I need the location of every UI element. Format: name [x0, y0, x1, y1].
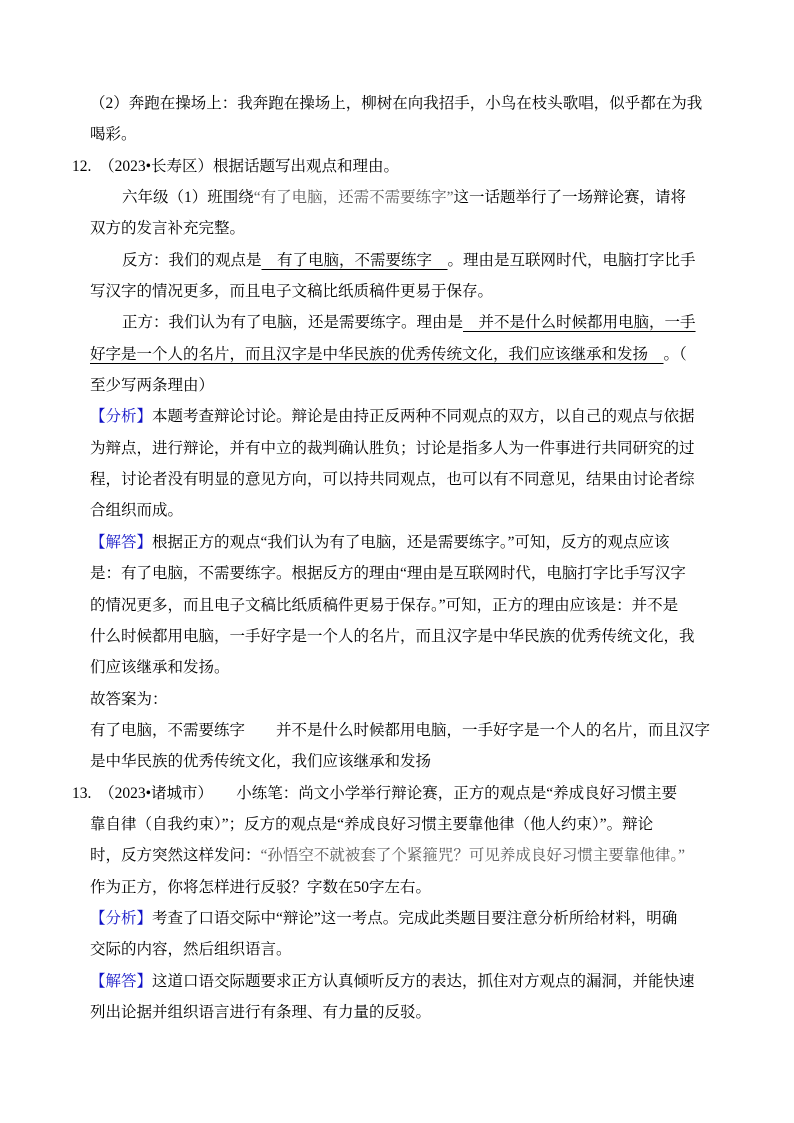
text-run: 。（ — [663, 345, 687, 363]
text-run: 的情况更多，而且电子文稿比纸质稿件更易于保存。”可知，正方的理由应该是：并不是 — [90, 596, 679, 614]
section-label: 【解答】 — [90, 972, 153, 990]
text-run: 作为正方，你将怎样进行反驳？字数在50字左右。 — [90, 878, 432, 896]
text-run: 至少写两条理由） — [90, 377, 215, 395]
document-line — [0, 872, 794, 903]
document-line — [0, 621, 794, 652]
document-line — [0, 778, 794, 809]
answer-blank-filled: 好字是一个人的名片，而且汉字是中华民族的优秀传统文化，我们应该继承和发扬 — [90, 345, 664, 363]
answer-blank-filled: 有了电脑，不需要练字 — [261, 251, 448, 269]
document-line — [0, 590, 794, 621]
document-line — [0, 809, 794, 840]
document-line — [0, 495, 794, 526]
document-line — [0, 276, 794, 307]
document-line — [0, 401, 794, 432]
text-run: 为辩点，进行辩论，并有中立的裁判确认胜负；讨论是指多人为一件事进行共同研究的过 — [90, 439, 695, 457]
text-run: 这一话题举行了一场辩论赛，请将 — [453, 189, 687, 207]
document-line — [0, 151, 794, 182]
text-run: 是：有了电脑，不需要练字。根据反方的理由“理由是互联网时代，电脑打字比手写汉字 — [90, 565, 686, 583]
document-line — [0, 88, 794, 119]
text-run: 12. （2023•长寿区）根据话题写出观点和理由。 — [72, 157, 400, 175]
document-line — [0, 715, 794, 746]
text-run: 六年级（1）班围绕 — [122, 189, 254, 207]
text-run: 是中华民族的优秀传统文化，我们应该继承和发扬 — [90, 753, 432, 771]
document-line — [0, 652, 794, 683]
document-line — [0, 746, 794, 777]
document-line — [0, 966, 794, 997]
text-run: 喝彩。 — [90, 126, 137, 144]
text-run: 双方的发言补充完整。 — [90, 220, 246, 238]
text-run: 有了电脑，不需要练字 并不是什么时候都用电脑，一手好字是一个人的名片，而且汉字 — [90, 721, 711, 739]
answer-blank-filled: 并不是什么时候都用电脑，一手 — [463, 314, 696, 332]
text-run: 正方：我们认为有了电脑，还是需要练字。理由是 — [122, 314, 464, 332]
text-run: 时，反方突然这样发问： — [90, 847, 261, 865]
text-run: 根据正方的观点“我们认为有了电脑，还是需要练字。”可知，反方的观点应该 — [152, 533, 670, 551]
text-run: 反方：我们的观点是 — [122, 251, 262, 269]
text-run: 考查了口语交际中“辩论”这一考点。完成此类题目要注意分析所给材料，明确 — [152, 909, 678, 927]
text-run: 程，讨论者没有明显的意见方向，可以持共同观点，也可以有不同意见，结果由讨论者综 — [90, 471, 695, 489]
document-line — [0, 464, 794, 495]
text-run: 合组织而成。 — [90, 502, 184, 520]
document-line — [0, 840, 794, 871]
document-line — [0, 307, 794, 338]
text-run: 这道口语交际题要求正方认真倾听反方的表达，抓住对方观点的漏洞，并能快速 — [152, 972, 695, 990]
document-line — [0, 339, 794, 370]
document-text-block — [0, 88, 794, 1028]
document-line — [0, 934, 794, 965]
document-line — [0, 213, 794, 244]
text-run: （2）奔跑在操场上：我奔跑在操场上，柳树在向我招手，小鸟在枝头歌唱，似乎都在为我 — [90, 95, 703, 112]
text-run: 们应该继承和发扬。 — [90, 659, 230, 677]
quoted-phrase: “孙悟空不就被套了个紧箍咒？可见养成良好习惯主要靠他律。” — [260, 847, 686, 865]
document-line — [0, 684, 794, 715]
section-label: 【解答】 — [90, 533, 153, 551]
text-run: 13. （2023•诸城市） 小练笔：尚文小学举行辩论赛，正方的观点是“养成良好习惯主要 — [72, 784, 678, 802]
document-line — [0, 433, 794, 464]
text-run: 故答案为： — [90, 690, 168, 708]
text-run: 本题考查辩论讨论。辩论是由持正反两种不同观点的双方，以自己的观点与依据 — [152, 408, 695, 426]
section-label: 【分析】 — [90, 909, 153, 927]
document-line — [0, 558, 794, 589]
text-run: 什么时候都用电脑，一手好字是一个人的名片，而且汉字是中华民族的优秀传统文化，我 — [90, 627, 695, 645]
document-line — [0, 527, 794, 558]
document-line — [0, 245, 794, 276]
document-line — [0, 370, 794, 401]
text-run: 靠自律（自我约束）”；反方的观点是“养成良好习惯主要靠他律（他人约束）”。辩论 — [90, 815, 654, 833]
quoted-phrase: “有了电脑，还需不需要练字” — [253, 189, 454, 207]
text-run: 。理由是互联网时代，电脑打字比手 — [447, 251, 696, 269]
document-line — [0, 119, 794, 150]
text-run: 交际的内容，然后组织语言。 — [90, 941, 292, 959]
document-line — [0, 997, 794, 1028]
document-line — [0, 182, 794, 213]
text-run: 列出论据并组织语言进行有条理、有力量的反驳。 — [90, 1003, 432, 1021]
document-line — [0, 903, 794, 934]
section-label: 【分析】 — [90, 408, 153, 426]
text-run: 写汉字的情况更多，而且电子文稿比纸质稿件更易于保存。 — [90, 283, 494, 301]
